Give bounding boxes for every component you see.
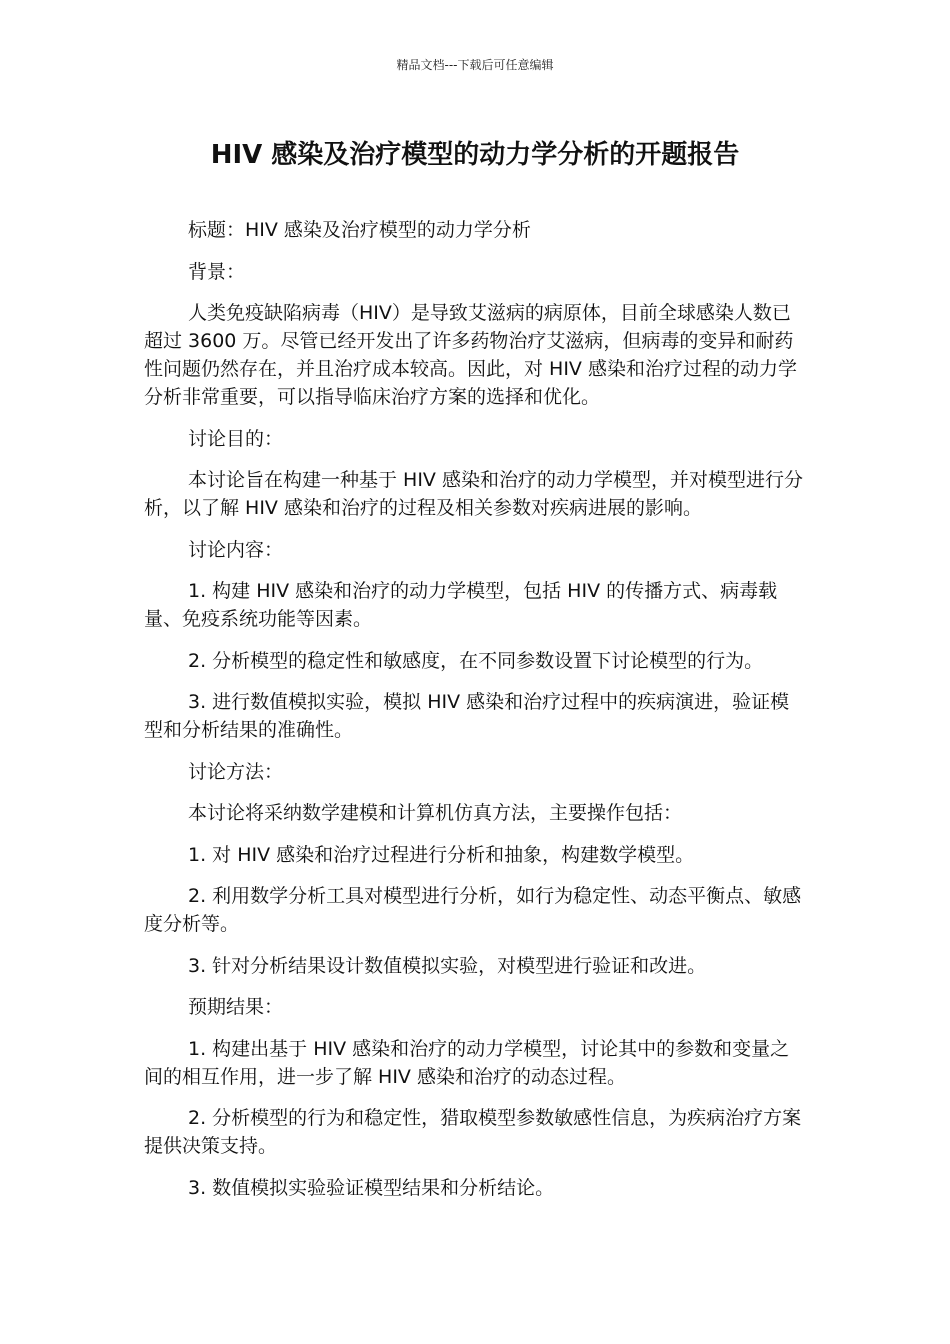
heading-purpose: 讨论目的： bbox=[188, 427, 284, 450]
heading-content: 讨论内容： bbox=[188, 538, 284, 561]
list-item-content-1: 1. 构建 HIV 感染和治疗的动力学模型，包括 HIV 的传播方式、病毒载量、免疫系统功能等因素。 bbox=[144, 580, 778, 630]
list-item-methods-2: 2. 利用数学分析工具对模型进行分析，如行为稳定性、动态平衡点、敏感度分析等。 bbox=[144, 885, 802, 935]
paragraph-methods-intro: 本讨论将采纳数学建模和计算机仿真方法，主要操作包括： bbox=[188, 802, 683, 824]
paragraph-subject: 标题：HIV 感染及治疗模型的动力学分析 bbox=[188, 219, 531, 241]
list-item-results-3: 3. 数值模拟实验验证模型结果和分析结论。 bbox=[188, 1176, 555, 1199]
list-item-methods-1: 1. 对 HIV 感染和治疗过程进行分析和抽象，构建数学模型。 bbox=[188, 843, 695, 866]
list-item-content-2: 2. 分析模型的稳定性和敏感度，在不同参数设置下讨论模型的行为。 bbox=[188, 649, 764, 672]
paragraph-background: 人类免疫缺陷病毒（HIV）是导致艾滋病的病原体，目前全球感染人数已超过 3600 万。尽管已经开发出了许多药物治疗艾滋病，但病毒的变异和耐药性问题仍然存在，并且治疗成本较高。因此，对 HIV 感染和治疗过程的动力学分析非常重要，可以指导临床治疗方案的选择和优化。 bbox=[144, 302, 797, 408]
heading-methods: 讨论方法： bbox=[188, 760, 284, 783]
document-body bbox=[144, 216, 808, 1215]
header-note: 精品文档---下载后可任意编辑 bbox=[396, 58, 554, 72]
list-item-content-3: 3. 进行数值模拟实验，模拟 HIV 感染和治疗过程中的疾病演进，验证模型和分析结果的准确性。 bbox=[144, 691, 790, 741]
heading-background: 背景： bbox=[188, 260, 246, 283]
paragraph-purpose: 本讨论旨在构建一种基于 HIV 感染和治疗的动力学模型，并对模型进行分析，以了解 HIV 感染和治疗的过程及相关参数对疾病进展的影响。 bbox=[144, 469, 803, 519]
heading-expected-results: 预期结果： bbox=[188, 996, 284, 1018]
list-item-results-2: 2. 分析模型的行为和稳定性，猎取模型参数敏感性信息，为疾病治疗方案提供决策支持。 bbox=[144, 1107, 802, 1157]
document-title: HIV 感染及治疗模型的动力学分析的开题报告 bbox=[210, 140, 740, 170]
list-item-results-1: 1. 构建出基于 HIV 感染和治疗的动力学模型，讨论其中的参数和变量之间的相互作用，进一步了解 HIV 感染和治疗的动态过程。 bbox=[144, 1037, 790, 1088]
list-item-methods-3: 3. 针对分析结果设计数值模拟实验，对模型进行验证和改进。 bbox=[188, 954, 707, 977]
